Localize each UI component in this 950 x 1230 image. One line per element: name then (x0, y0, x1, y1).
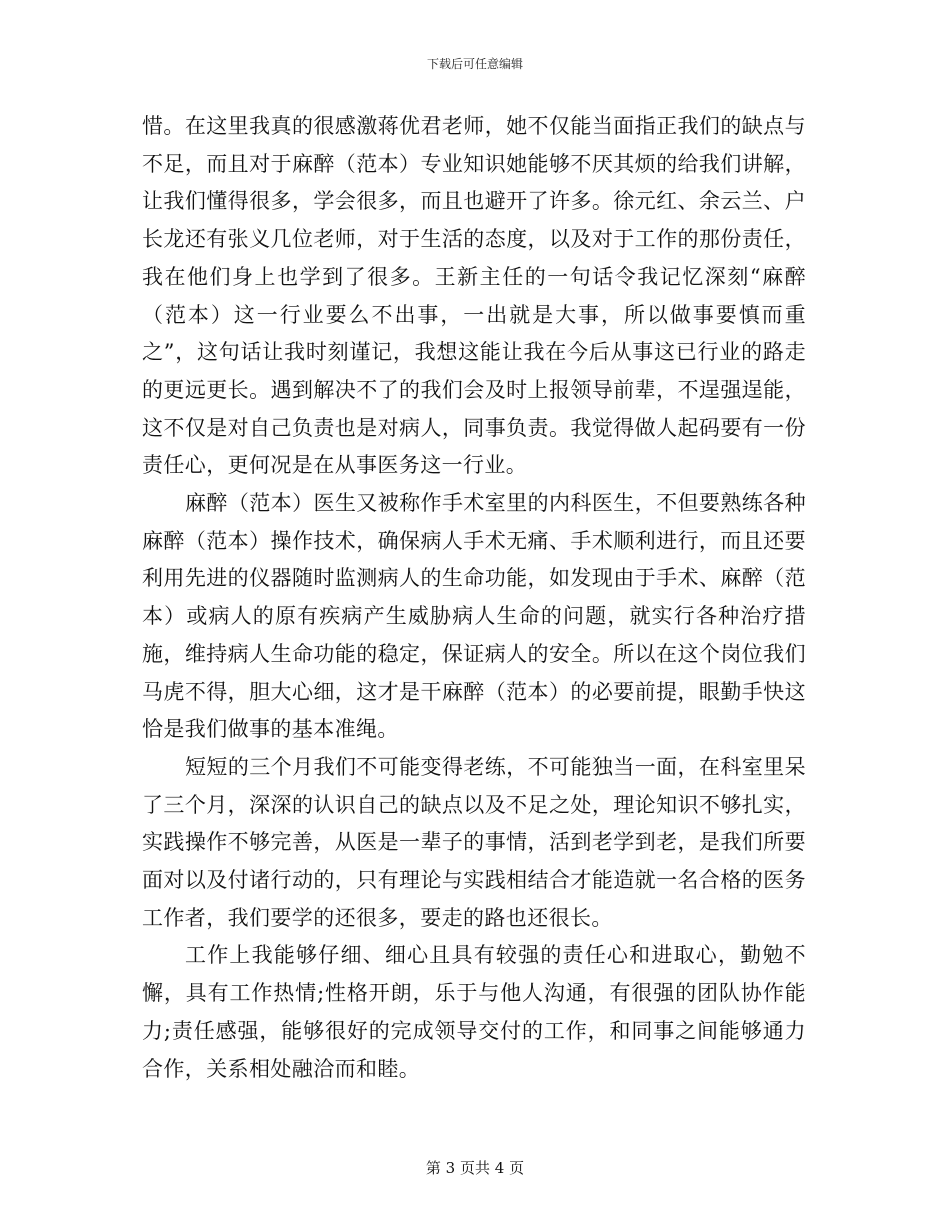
document-body (142, 108, 806, 1088)
page-header: 下载后可任意编辑 (426, 57, 523, 71)
paragraph-continued: 惜。在这里我真的很感激蒋优君老师，她不仅能当面指正我们的缺点与不足，而且对于麻醉（范本）专业知识她能够不厌其烦的给我们讲解，让我们懂得很多，学会很多，而且也避开了许多。徐元红、余云兰、户长龙还有张义几位老师，对于生活的态度，以及对于工作的那份责任，我在他们身上也学到了很多。王新主任的一句话令我记忆深刻“麻醉（范本）这一行业要么不出事，一出就是大事，所以做事要慎而重之”，这句话让我时刻谨记，我想这能让我在今后从事这已行业的路走的更远更长。遇到解决不了的我们会及时上报领导前辈，不逞强逞能，这不仅是对自己负责也是对病人，同事负责。我觉得做人起码要有一份责任心，更何况是在从事医务这一行业。 (142, 114, 806, 478)
paragraph-anesthesia-role: 麻醉（范本）医生又被称作手术室里的内科医生，不但要熟练各种麻醉（范本）操作技术，确保病人手术无痛、手术顺利进行，而且还要利用先进的仪器随时监测病人的生命功能，如发现由于手术、麻醉（范本）或病人的原有疾病产生威胁病人生命的问题，就实行各种治疗措施，维持病人生命功能的稳定，保证病人的安全。所以在这个岗位我们马虎不得，胆大心细，这才是干麻醉（范本）的必要前提，眼勤手快这恰是我们做事的基本准绳。 (142, 491, 806, 742)
paragraph-self-evaluation: 工作上我能够仔细、细心且具有较强的责任心和进取心，勤勉不懈，具有工作热情;性格开朗，乐于与他人沟通，有很强的团队协作能力;责任感强，能够很好的完成领导交付的工作，和同事之间能够通力合作，关系相处融洽而和睦。 (142, 943, 806, 1081)
paragraph-three-months: 短短的三个月我们不可能变得老练，不可能独当一面，在科室里呆了三个月，深深的认识自己的缺点以及不足之处，理论知识不够扎实，实践操作不够完善，从医是一辈子的事情，活到老学到老，是我们所要面对以及付诸行动的，只有理论与实践相结合才能造就一名合格的医务工作者，我们要学的还很多，要走的路也还很长。 (142, 754, 806, 930)
page-number: 第 3 页共 4 页 (425, 1159, 525, 1177)
